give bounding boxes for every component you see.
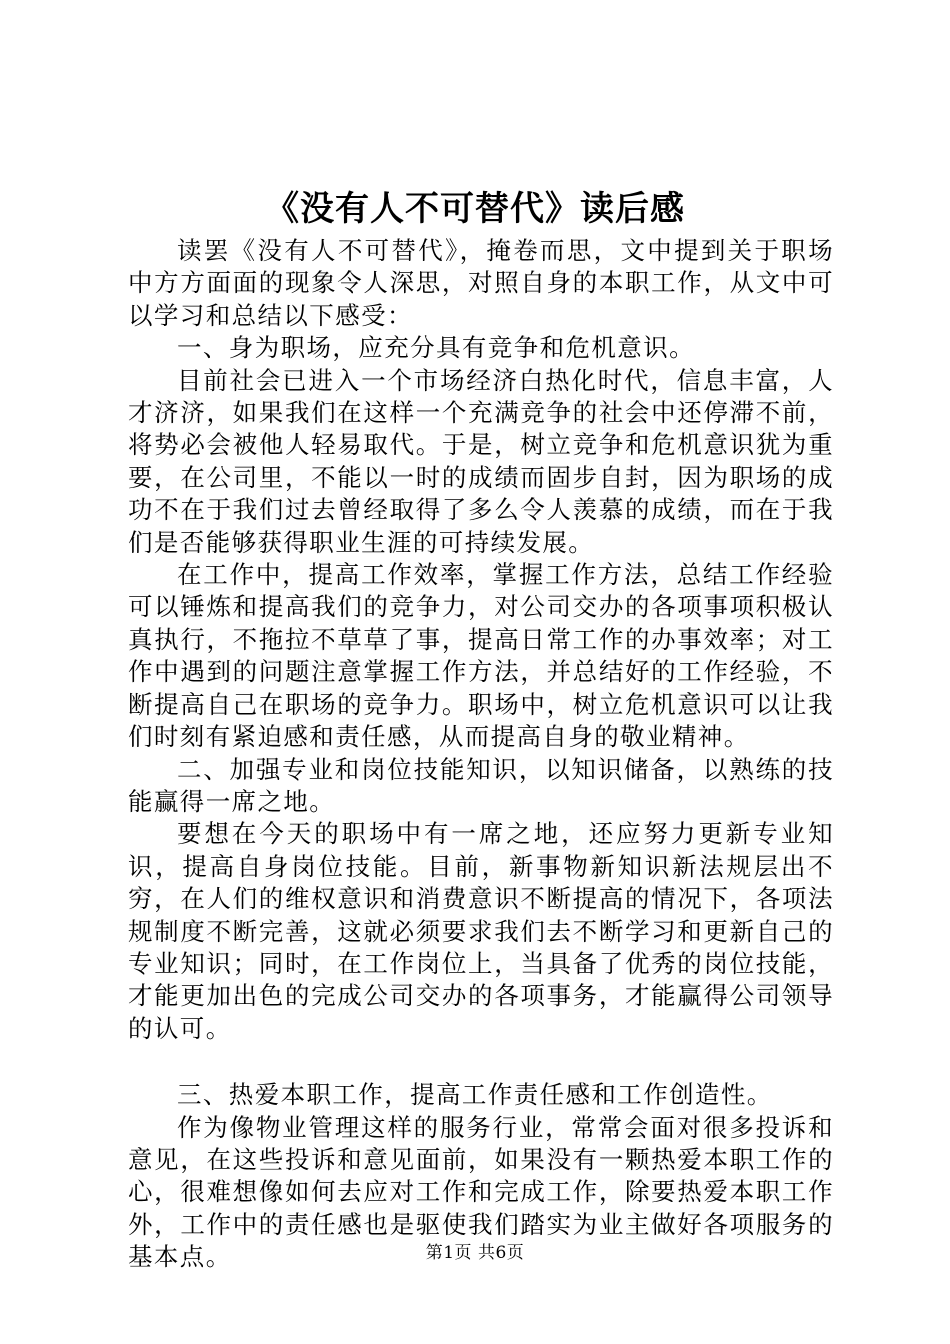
paragraph-section-1-b: 在工作中，提高工作效率，掌握工作方法，总结工作经验可以锤炼和提高我们的竞争力，对公司交办的各项事项积极认真执行，不拖拉不草草了事，提高日常工作的办事效率；对工作中遇到的问题注意掌握工作方法，并总结好的工作经验，不断提高自己在职场的竞争力。职场中，树立危机意识可以让我们时刻有紧迫感和责任感，从而提高自身的敬业精神。 — [128, 560, 834, 752]
section-heading-1: 一、身为职场，应充分具有竞争和危机意识。 — [177, 333, 695, 363]
page-number-footer: 第1页 共6页 — [425, 1243, 525, 1263]
paragraph-section-2: 要想在今天的职场中有一席之地，还应努力更新专业知识，提高自身岗位技能。目前，新事物新知识新法规层出不穷，在人们的维权意识和消费意识不断提高的情况下，各项法规制度不断完善，这就必须要求我们去不断学习和更新自己的专业知识；同时，在工作岗位上，当具备了优秀的岗位技能，才能更加出色的完成公司交办的各项事务，才能赢得公司领导的认可。 — [128, 819, 834, 1043]
paragraph-section-3: 作为像物业管理这样的服务行业，常常会面对很多投诉和意见，在这些投诉和意见面前，如果没有一颗热爱本职工作的心，很难想像如何去应对工作和完成工作，除要热爱本职工作外，工作中的责任感也是驱使我们踏实为业主做好各项服务的基本点。 — [128, 1112, 834, 1272]
section-heading-3: 三、热爱本职工作，提高工作责任感和工作创造性。 — [177, 1080, 773, 1110]
document-title: 《没有人不可替代》读后感 — [265, 189, 685, 229]
section-heading-2: 二、加强专业和岗位技能知识，以知识储备，以熟练的技能赢得一席之地。 — [128, 754, 834, 816]
paragraph-intro: 读罢《没有人不可替代》，掩卷而思，文中提到关于职场中方方面面的现象令人深思，对照自身的本职工作，从文中可以学习和总结以下感受： — [128, 236, 834, 330]
paragraph-section-1-a: 目前社会已进入一个市场经济白热化时代，信息丰富，人才济济，如果我们在这样一个充满竞争的社会中还停滞不前，将势必会被他人轻易取代。于是，树立竞争和危机意识犹为重要，在公司里，不能以一时的成绩而固步自封，因为职场的成功不在于我们过去曾经取得了多么令人羡慕的成绩，而在于我们是否能够获得职业生涯的可持续发展。 — [128, 365, 834, 557]
document-body — [128, 235, 834, 1274]
paragraph-spacer — [128, 1045, 834, 1079]
